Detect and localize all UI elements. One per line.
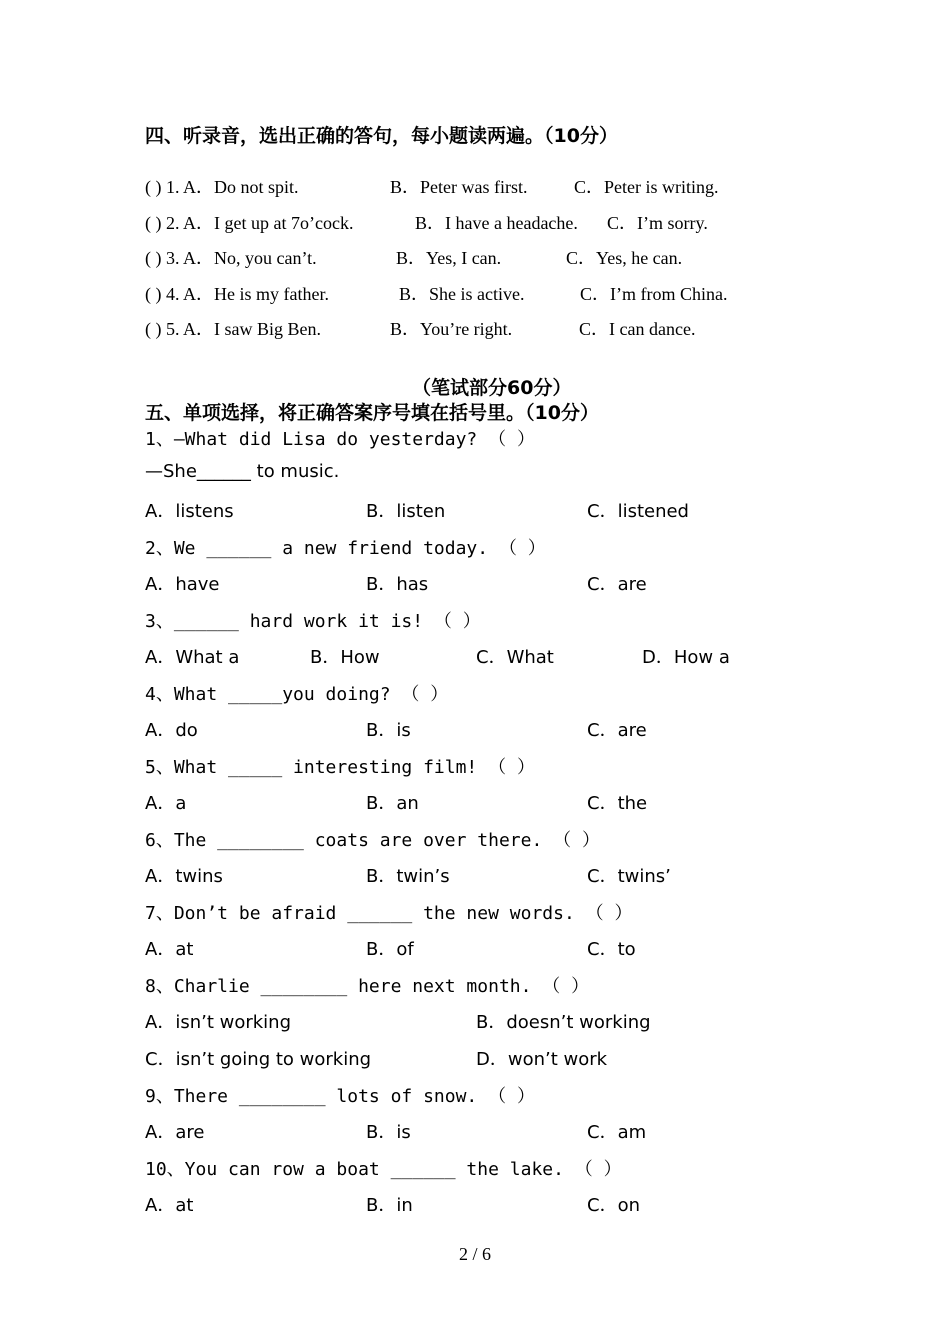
choice-q9-option-c: C．am [587,1122,647,1143]
choice-q3-option-a: A．What a [145,647,240,668]
choice-q8-stem: 8、Charlie ________ here next month. （ ） [145,976,590,997]
listen-q3-option-c: C．Yes, he can. [566,248,683,268]
listen-q3-prompt: ( ) 3. A．No, you can’t. [145,248,317,268]
choice-q4-option-c: C．are [587,720,647,741]
choice-q6-option-c: C．twins’ [587,866,671,887]
choice-q6-option-a: A．twins [145,866,223,887]
listen-q5-prompt: ( ) 5. A．I saw Big Ben. [145,319,321,339]
choice-q3-option-d: D．How a [642,647,730,668]
choice-q9-option-b: B．is [366,1122,411,1143]
choice-q8-option-b: B．doesn’t working [476,1012,651,1033]
choice-q2-option-c: C．are [587,574,647,595]
choice-q1-stem-line2: —She______ to music. [145,461,340,482]
listen-q4-prompt: ( ) 4. A．He is my father. [145,284,329,304]
listen-q2-option-c: C．I’m sorry. [607,213,708,233]
choice-q2-option-a: A．have [145,574,220,595]
choice-q8-option-a: A．isn’t working [145,1012,291,1033]
choice-q4-stem: 4、What _____you doing? （ ） [145,684,449,705]
choice-q2-stem: 2、We ______ a new friend today. （ ） [145,538,546,559]
choice-q10-option-b: B．in [366,1195,413,1216]
choice-q5-option-c: C．the [587,793,648,814]
listen-q5-option-b: B．You’re right. [390,319,513,339]
choice-q1-option-b: B．listen [366,501,446,522]
listen-q2-option-b: B．I have a headache. [415,213,578,233]
listen-q1-option-b: B．Peter was first. [390,177,528,197]
choice-q6-option-b: B．twin’s [366,866,450,887]
choice-q10-option-a: A．at [145,1195,194,1216]
written-part-title: （笔试部分60分） [412,377,572,399]
choice-q7-stem: 7、Don’t be afraid ______ the new words. （ ） [145,903,633,924]
choice-q6-stem: 6、The ________ coats are over there. （ ） [145,830,600,851]
choice-q3-option-c: C．What [476,647,554,668]
choice-q7-option-a: A．at [145,939,194,960]
choice-q7-option-c: C．to [587,939,636,960]
choice-q9-stem: 9、There ________ lots of snow. （ ） [145,1086,535,1107]
choice-q5-stem: 5、What _____ interesting film! （ ） [145,757,535,778]
listen-q1-prompt: ( ) 1. A．Do not spit. [145,177,299,197]
choice-q8-option-d: D．won’t work [476,1049,608,1070]
choice-q7-option-b: B．of [366,939,414,960]
choice-q2-option-b: B．has [366,574,429,595]
listen-q3-option-b: B．Yes, I can. [396,248,502,268]
choice-q4-option-b: B．is [366,720,411,741]
choice-q8-option-c: C．isn’t going to working [145,1049,372,1070]
choice-q1-option-c: C．listened [587,501,689,522]
choice-q10-option-c: C．on [587,1195,640,1216]
section5-heading: 五、单项选择，将正确答案序号填在括号里。（10分） [145,402,599,424]
choice-q10-stem: 10、You can row a boat ______ the lake. （ ） [145,1159,622,1180]
choice-q3-stem: 3、______ hard work it is! （ ） [145,611,481,632]
listen-q1-option-c: C．Peter is writing. [574,177,719,197]
listen-q5-option-c: C．I can dance. [579,319,696,339]
choice-q9-option-a: A．are [145,1122,205,1143]
listen-q4-option-b: B．She is active. [399,284,525,304]
choice-q1-option-a: A．listens [145,501,234,522]
choice-q3-option-b: B．How [310,647,380,668]
section4-heading: 四、听录音，选出正确的答句，每小题读两遍。（10分） [145,125,618,147]
choice-q1-stem: 1、—What did Lisa do yesterday? （ ） [145,429,535,450]
listen-q2-prompt: ( ) 2. A．I get up at 7o’cock. [145,213,354,233]
choice-q5-option-a: A．a [145,793,187,814]
listen-q4-option-c: C．I’m from China. [580,284,728,304]
page-number: 2 / 6 [458,1244,491,1264]
choice-q5-option-b: B．an [366,793,419,814]
choice-q4-option-a: A．do [145,720,198,741]
